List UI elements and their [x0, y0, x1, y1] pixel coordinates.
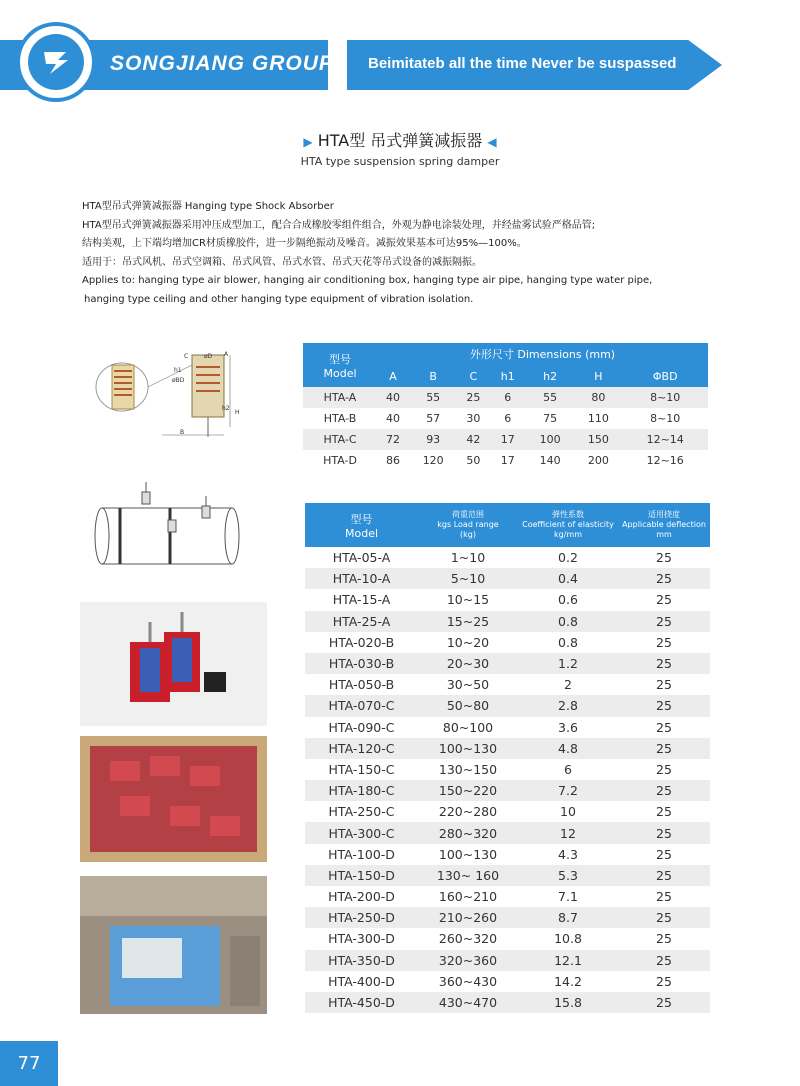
table-row [305, 865, 710, 886]
triangle-left-icon: ◀ [487, 135, 497, 149]
table-cell: 12~16 [646, 454, 684, 467]
table-cell: HTA-200-D [305, 886, 418, 907]
table-row [305, 907, 710, 928]
table-cell: HTA-050-B [305, 674, 418, 695]
table-cell: 15.8 [518, 992, 618, 1013]
table-cell: HTA-300-D [305, 928, 418, 949]
table-cell: 50 [466, 454, 481, 467]
table-cell: 57 [426, 412, 441, 425]
table-cell: 12 [518, 822, 618, 843]
slogan-text: Beimitateb all the time Never be suspassed [368, 55, 677, 72]
table-cell: 10~15 [418, 589, 518, 610]
intro-line: HTA型吊式弹簧减振器 Hanging type Shock Absorber [82, 201, 334, 212]
table-cell: 10.8 [518, 928, 618, 949]
table-cell: 8~10 [622, 387, 708, 408]
table-cell: HTA-450-D [305, 992, 418, 1013]
table-cell: 160~210 [418, 886, 518, 907]
table-cell: HTA-030-B [305, 653, 418, 674]
table-cell: HTA-120-C [305, 738, 418, 759]
table-row [305, 886, 710, 907]
table-row [303, 450, 708, 471]
diagram-label-a: A [224, 351, 229, 358]
table-cell: 30 [466, 412, 481, 425]
table-cell: 86 [386, 454, 401, 467]
logo-mark [28, 34, 84, 90]
dim-col-header: H [574, 365, 622, 387]
table-row [303, 408, 708, 429]
table-cell: 20~30 [418, 653, 518, 674]
table-cell: 17 [489, 429, 526, 450]
table-cell: HTA-400-D [305, 971, 418, 992]
table-cell: 0.2 [518, 547, 618, 568]
col-deflection-header [618, 503, 710, 547]
table-cell: 25 [618, 865, 710, 886]
table-cell: HTA-C [303, 429, 377, 450]
table-cell: 14.2 [518, 971, 618, 992]
col-coef-en: Coefficient of elasticity [522, 520, 614, 529]
table-row [305, 801, 710, 822]
table-row [305, 589, 710, 610]
diagram-label-h1: h1 [174, 367, 182, 374]
dimensions-group-header: 外形尺寸 Dimensions (mm) [377, 343, 708, 365]
table-cell: 72 [377, 429, 409, 450]
pipe-installation-drawing [90, 482, 240, 582]
table-cell: 8~10 [650, 412, 681, 425]
table-cell: 280~320 [418, 822, 518, 843]
dim-col-header: B [409, 365, 457, 387]
table-cell: 5.3 [518, 865, 618, 886]
table-row [305, 568, 710, 589]
table-cell: HTA-05-A [305, 547, 418, 568]
brand-name: SONGJIANG GROUP [110, 52, 334, 75]
table-row [305, 950, 710, 971]
table-cell: 10~20 [418, 632, 518, 653]
table-cell: 3.6 [518, 717, 618, 738]
table-cell: 260~320 [418, 928, 518, 949]
table-cell: HTA-D [323, 454, 357, 467]
col-model-header [305, 503, 418, 547]
table-cell: 0.4 [518, 568, 618, 589]
table-cell: HTA-100-D [305, 844, 418, 865]
diagram-label-b: B [180, 429, 185, 436]
table-row [305, 780, 710, 801]
dim-col-header: A [377, 365, 409, 387]
table-cell: 50~80 [418, 695, 518, 716]
table-cell: HTA-B [323, 412, 357, 425]
table-cell: HTA-180-C [305, 780, 418, 801]
table-cell: 4.3 [518, 844, 618, 865]
table-cell: 2.8 [518, 695, 618, 716]
table-cell: 430~470 [418, 992, 518, 1013]
table-cell: HTA-070-C [305, 695, 418, 716]
company-logo [16, 22, 96, 102]
dimensions-table [303, 343, 708, 471]
page-number: 77 [0, 1041, 58, 1086]
table-cell: 100~130 [418, 738, 518, 759]
table-cell: 25 [618, 695, 710, 716]
table-cell: 100 [526, 429, 574, 450]
table-cell: 12.1 [518, 950, 618, 971]
table-cell: 2 [518, 674, 618, 695]
table-cell: HTA-300-C [305, 822, 418, 843]
table-cell: 210~260 [418, 907, 518, 928]
col-coef-header [518, 503, 618, 547]
model-header-en: Model [323, 366, 357, 380]
col-defl-en: Applicable deflection [622, 520, 706, 529]
table-row [305, 844, 710, 865]
table-cell: HTA-150-C [305, 759, 418, 780]
table-cell: 8.7 [518, 907, 618, 928]
table-cell: 25 [618, 780, 710, 801]
table-row [303, 387, 708, 408]
table-row [305, 992, 710, 1013]
product-photo [80, 602, 267, 726]
table-cell: 93 [409, 429, 457, 450]
table-cell: 6 [489, 387, 526, 408]
table-cell: 25 [618, 589, 710, 610]
table-row [303, 429, 708, 450]
table-cell: 25 [618, 547, 710, 568]
table-row [305, 632, 710, 653]
table-cell: 80 [574, 387, 622, 408]
table-cell: 130~150 [418, 759, 518, 780]
table-cell: 25 [618, 801, 710, 822]
table-cell: 110 [587, 412, 609, 425]
table-cell: 25 [618, 759, 710, 780]
table-cell: 6 [518, 759, 618, 780]
table-cell: 220~280 [418, 801, 518, 822]
table-cell: 150~220 [418, 780, 518, 801]
table-cell: HTA-250-D [305, 907, 418, 928]
table-row [305, 717, 710, 738]
intro-line: 结构美观，上下端均增加CR材质橡胶件，进一步隔绝振动及噪音。减振效果基本可达95%—100%。 [82, 238, 527, 249]
col-defl-cn: 适用挠度 [648, 510, 680, 519]
model-header-cn: 型号 [329, 352, 351, 366]
table-cell: HTA-150-D [305, 865, 418, 886]
intro-line: HTA型吊式弹簧减振器采用冲压成型加工，配合合成橡胶零组件组合，外观为静电涂装处理，并经盐雾试验严格品管; [82, 219, 596, 231]
table-cell: 120 [422, 454, 444, 467]
table-cell: 0.8 [518, 611, 618, 632]
table-row [305, 738, 710, 759]
model-header [303, 343, 377, 387]
table-cell: HTA-350-D [305, 950, 418, 971]
table-cell: HTA-250-C [305, 801, 418, 822]
table-cell: 140 [539, 454, 561, 467]
table-cell: 12~14 [622, 429, 708, 450]
page-title [0, 128, 800, 151]
diagram-label-d: øD [204, 353, 213, 360]
table-cell: 6 [504, 412, 512, 425]
table-cell: HTA-020-B [305, 632, 418, 653]
table-cell: 320~360 [418, 950, 518, 971]
table-row [305, 928, 710, 949]
diagram-label-bd: øBD [172, 377, 185, 384]
table-cell: 30~50 [418, 674, 518, 695]
col-coef-unit: kg/mm [554, 530, 582, 539]
table-cell: 25 [618, 653, 710, 674]
table-cell: 25 [618, 822, 710, 843]
table-cell: 200 [587, 454, 609, 467]
table-cell: 25 [618, 950, 710, 971]
diagram-label-c: C [184, 353, 189, 360]
col-model-cn: 型号 [350, 512, 373, 526]
table-cell: 7.2 [518, 780, 618, 801]
table-cell: HTA-25-A [305, 611, 418, 632]
table-cell: 40 [386, 412, 401, 425]
table-cell: 40 [377, 387, 409, 408]
table-row [305, 695, 710, 716]
table-cell: HTA-A [303, 387, 377, 408]
table-cell: 17 [500, 454, 515, 467]
col-load-en: kgs Load range [437, 520, 499, 529]
table-row [305, 759, 710, 780]
table-cell: 25 [457, 387, 489, 408]
triangle-right-icon: ▶ [303, 135, 313, 149]
table-cell: 150 [574, 429, 622, 450]
table-cell: 0.6 [518, 589, 618, 610]
dim-col-header: ΦBD [622, 365, 708, 387]
col-coef-cn: 弹性系数 [552, 510, 584, 519]
table-cell: 25 [618, 886, 710, 907]
table-row [305, 653, 710, 674]
table-cell: 10 [518, 801, 618, 822]
table-row [305, 971, 710, 992]
intro-line: 适用于：吊式风机、吊式空调箱、吊式风管、吊式水管、吊式天花等吊式设备的减振隔振。 [82, 256, 482, 268]
table-cell: 55 [526, 387, 574, 408]
table-cell: 55 [409, 387, 457, 408]
table-cell: 100~130 [418, 844, 518, 865]
dim-col-header: h1 [489, 365, 526, 387]
col-load-unit: (kg) [460, 530, 476, 539]
table-cell: 25 [618, 738, 710, 759]
packaging-photo [80, 736, 267, 862]
damper-dimension-drawing [92, 345, 242, 445]
table-cell: 42 [457, 429, 489, 450]
table-cell: 25 [618, 568, 710, 589]
table-cell: 25 [618, 844, 710, 865]
table-row [305, 674, 710, 695]
table-cell: 4.8 [518, 738, 618, 759]
table-cell: HTA-090-C [305, 717, 418, 738]
table-cell: 15~25 [418, 611, 518, 632]
table-row [305, 822, 710, 843]
table-cell: 25 [618, 907, 710, 928]
table-cell: HTA-10-A [305, 568, 418, 589]
table-cell: 25 [618, 971, 710, 992]
load-specification-table [305, 503, 710, 1013]
table-cell: 360~430 [418, 971, 518, 992]
col-defl-unit: mm [656, 530, 672, 539]
table-row [305, 547, 710, 568]
diagram-label-h2: h2 [222, 405, 230, 412]
table-cell: 80~100 [418, 717, 518, 738]
table-cell: 0.8 [518, 632, 618, 653]
table-cell: 25 [618, 611, 710, 632]
installation-photo [80, 876, 267, 1014]
table-cell: 75 [543, 412, 558, 425]
table-cell: HTA-15-A [305, 589, 418, 610]
table-cell: 1.2 [518, 653, 618, 674]
col-model-en: Model [344, 526, 379, 540]
intro-line: Applies to: hanging type air blower, hanging air conditioning box, hanging type air pipe, hanging type water pipe, [82, 275, 653, 286]
table-cell: 130~ 160 [418, 865, 518, 886]
col-load-header [418, 503, 518, 547]
table-cell: 25 [618, 928, 710, 949]
table-cell: 25 [618, 992, 710, 1013]
page-title-text: HTA型 吊式弹簧减振器 [317, 131, 483, 150]
table-cell: 1~10 [418, 547, 518, 568]
diagram-label-h: H [235, 409, 240, 416]
table-cell: 25 [618, 632, 710, 653]
table-cell: 25 [618, 717, 710, 738]
table-cell: 25 [618, 674, 710, 695]
table-cell: 5~10 [418, 568, 518, 589]
intro-line: hanging type ceiling and other hanging type equipment of vibration isolation. [84, 293, 474, 305]
page-subtitle: HTA type suspension spring damper [300, 155, 500, 168]
col-load-cn: 荷重范围 [452, 510, 484, 519]
dim-col-header: C [457, 365, 489, 387]
dim-col-header: h2 [526, 365, 574, 387]
table-row [305, 611, 710, 632]
table-cell: 7.1 [518, 886, 618, 907]
intro-paragraph [82, 198, 652, 309]
